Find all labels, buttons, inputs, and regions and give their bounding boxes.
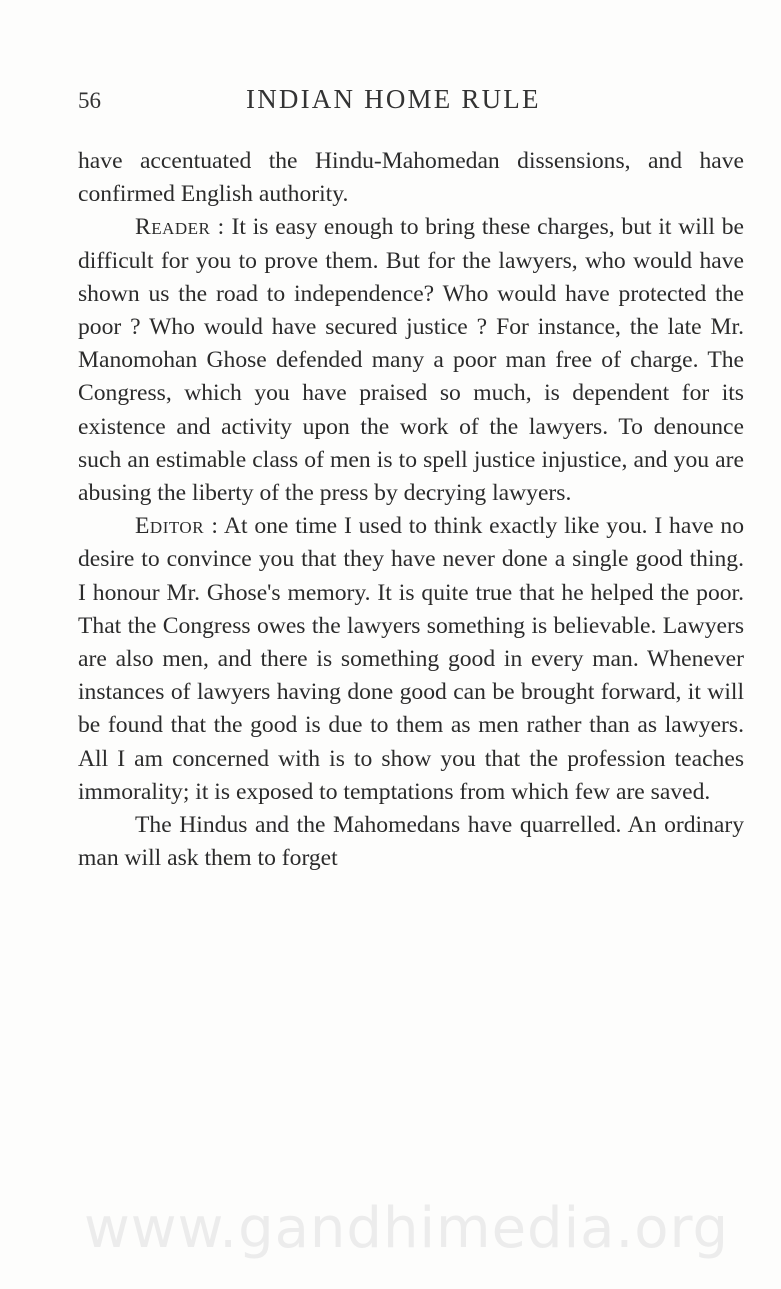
paragraph-text: It is easy enough to bring these charges, but it will be difficult for you to prove them. But for the lawyers, who would have shown us the road to independence? Who would have protected the poor ? Who would have secured justice ? For instance, the late Mr. Manomohan Ghose defended many a poor man free of charge. The Congress, which you have praised so much, is dependent for its existence and activity upon the work of the lawyers. To denounce such an estimable class of men is to spell justice injustice, and you are abusing the liberty of the press by decrying lawyers. xyxy=(78,214,744,507)
running-title: INDIAN HOME RULE xyxy=(246,84,541,114)
page-number: 56 xyxy=(78,88,101,113)
paragraph-text: The Hindus and the Mahomedans have quarrelled. An ordinary man will ask them to forget xyxy=(78,812,744,872)
watermark: www.gandhimedia.org xyxy=(84,1196,730,1261)
speaker-label-editor: Editor : xyxy=(135,513,219,540)
paragraph-text: At one time I used to think exactly like you. I have no desire to convince you that they have never done a single good thing. I honour Mr. Ghose's memory. It is quite true that he helped the poor. That the Congress owes the lawyers something is believable. Lawyers are also men, and there is something good in every man. Whenever instances of lawyers having done good can be brought forward, it will be found that the good is due to them as men rather than as lawyers. All I am concerned with is to show you that the profession teaches immorality; it is exposed to temptations from which few are saved. xyxy=(78,513,745,805)
page-header xyxy=(78,84,742,124)
paragraph-narrative xyxy=(78,809,744,875)
paragraph-continuation xyxy=(78,145,744,211)
paragraph-text: have accentuated the Hindu-Mahomedan dissensions, and have confirmed English authority. xyxy=(78,148,744,208)
paragraph-editor xyxy=(78,510,744,809)
page-body xyxy=(78,145,744,875)
speaker-label-reader: Reader : xyxy=(135,214,225,241)
paragraph-reader xyxy=(78,211,744,510)
